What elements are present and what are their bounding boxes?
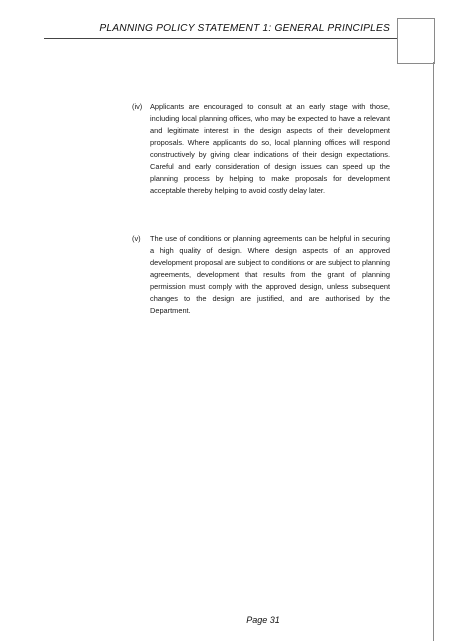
- margin-rule: [433, 62, 434, 641]
- item-paragraph: Applicants are encouraged to consult at an early stage with those, including local planning offices, who may be expected to have a relevant and legitimate interest in the design aspects of their development proposals. Where applicants do so, local planning offices will respond constructively by giving clear indications of their design expectations. Careful and early consideration of design issues can speed up the planning process by helping to make proposals for development acceptable thereby helping to avoid costly delay later.: [150, 102, 390, 195]
- corner-tab-box: [397, 18, 435, 64]
- list-item-iv: [118, 101, 390, 197]
- item-number: (v): [132, 234, 141, 243]
- item-number: (iv): [132, 102, 143, 111]
- list-item-v: [118, 233, 390, 317]
- item-paragraph: The use of conditions or planning agreements can be helpful in securing a high quality of design. Where design aspects of an approved development proposal are subject to conditions or are subject to planning agreements, development that results from the grant of planning permission must comply with the approved design, unless subsequent changes to the design are justified, and are authorised by the Department.: [150, 234, 390, 315]
- page-number: Page 31: [246, 615, 280, 625]
- header-rule: [44, 38, 397, 39]
- running-header: PLANNING POLICY STATEMENT 1: GENERAL PRINCIPLES: [99, 23, 390, 34]
